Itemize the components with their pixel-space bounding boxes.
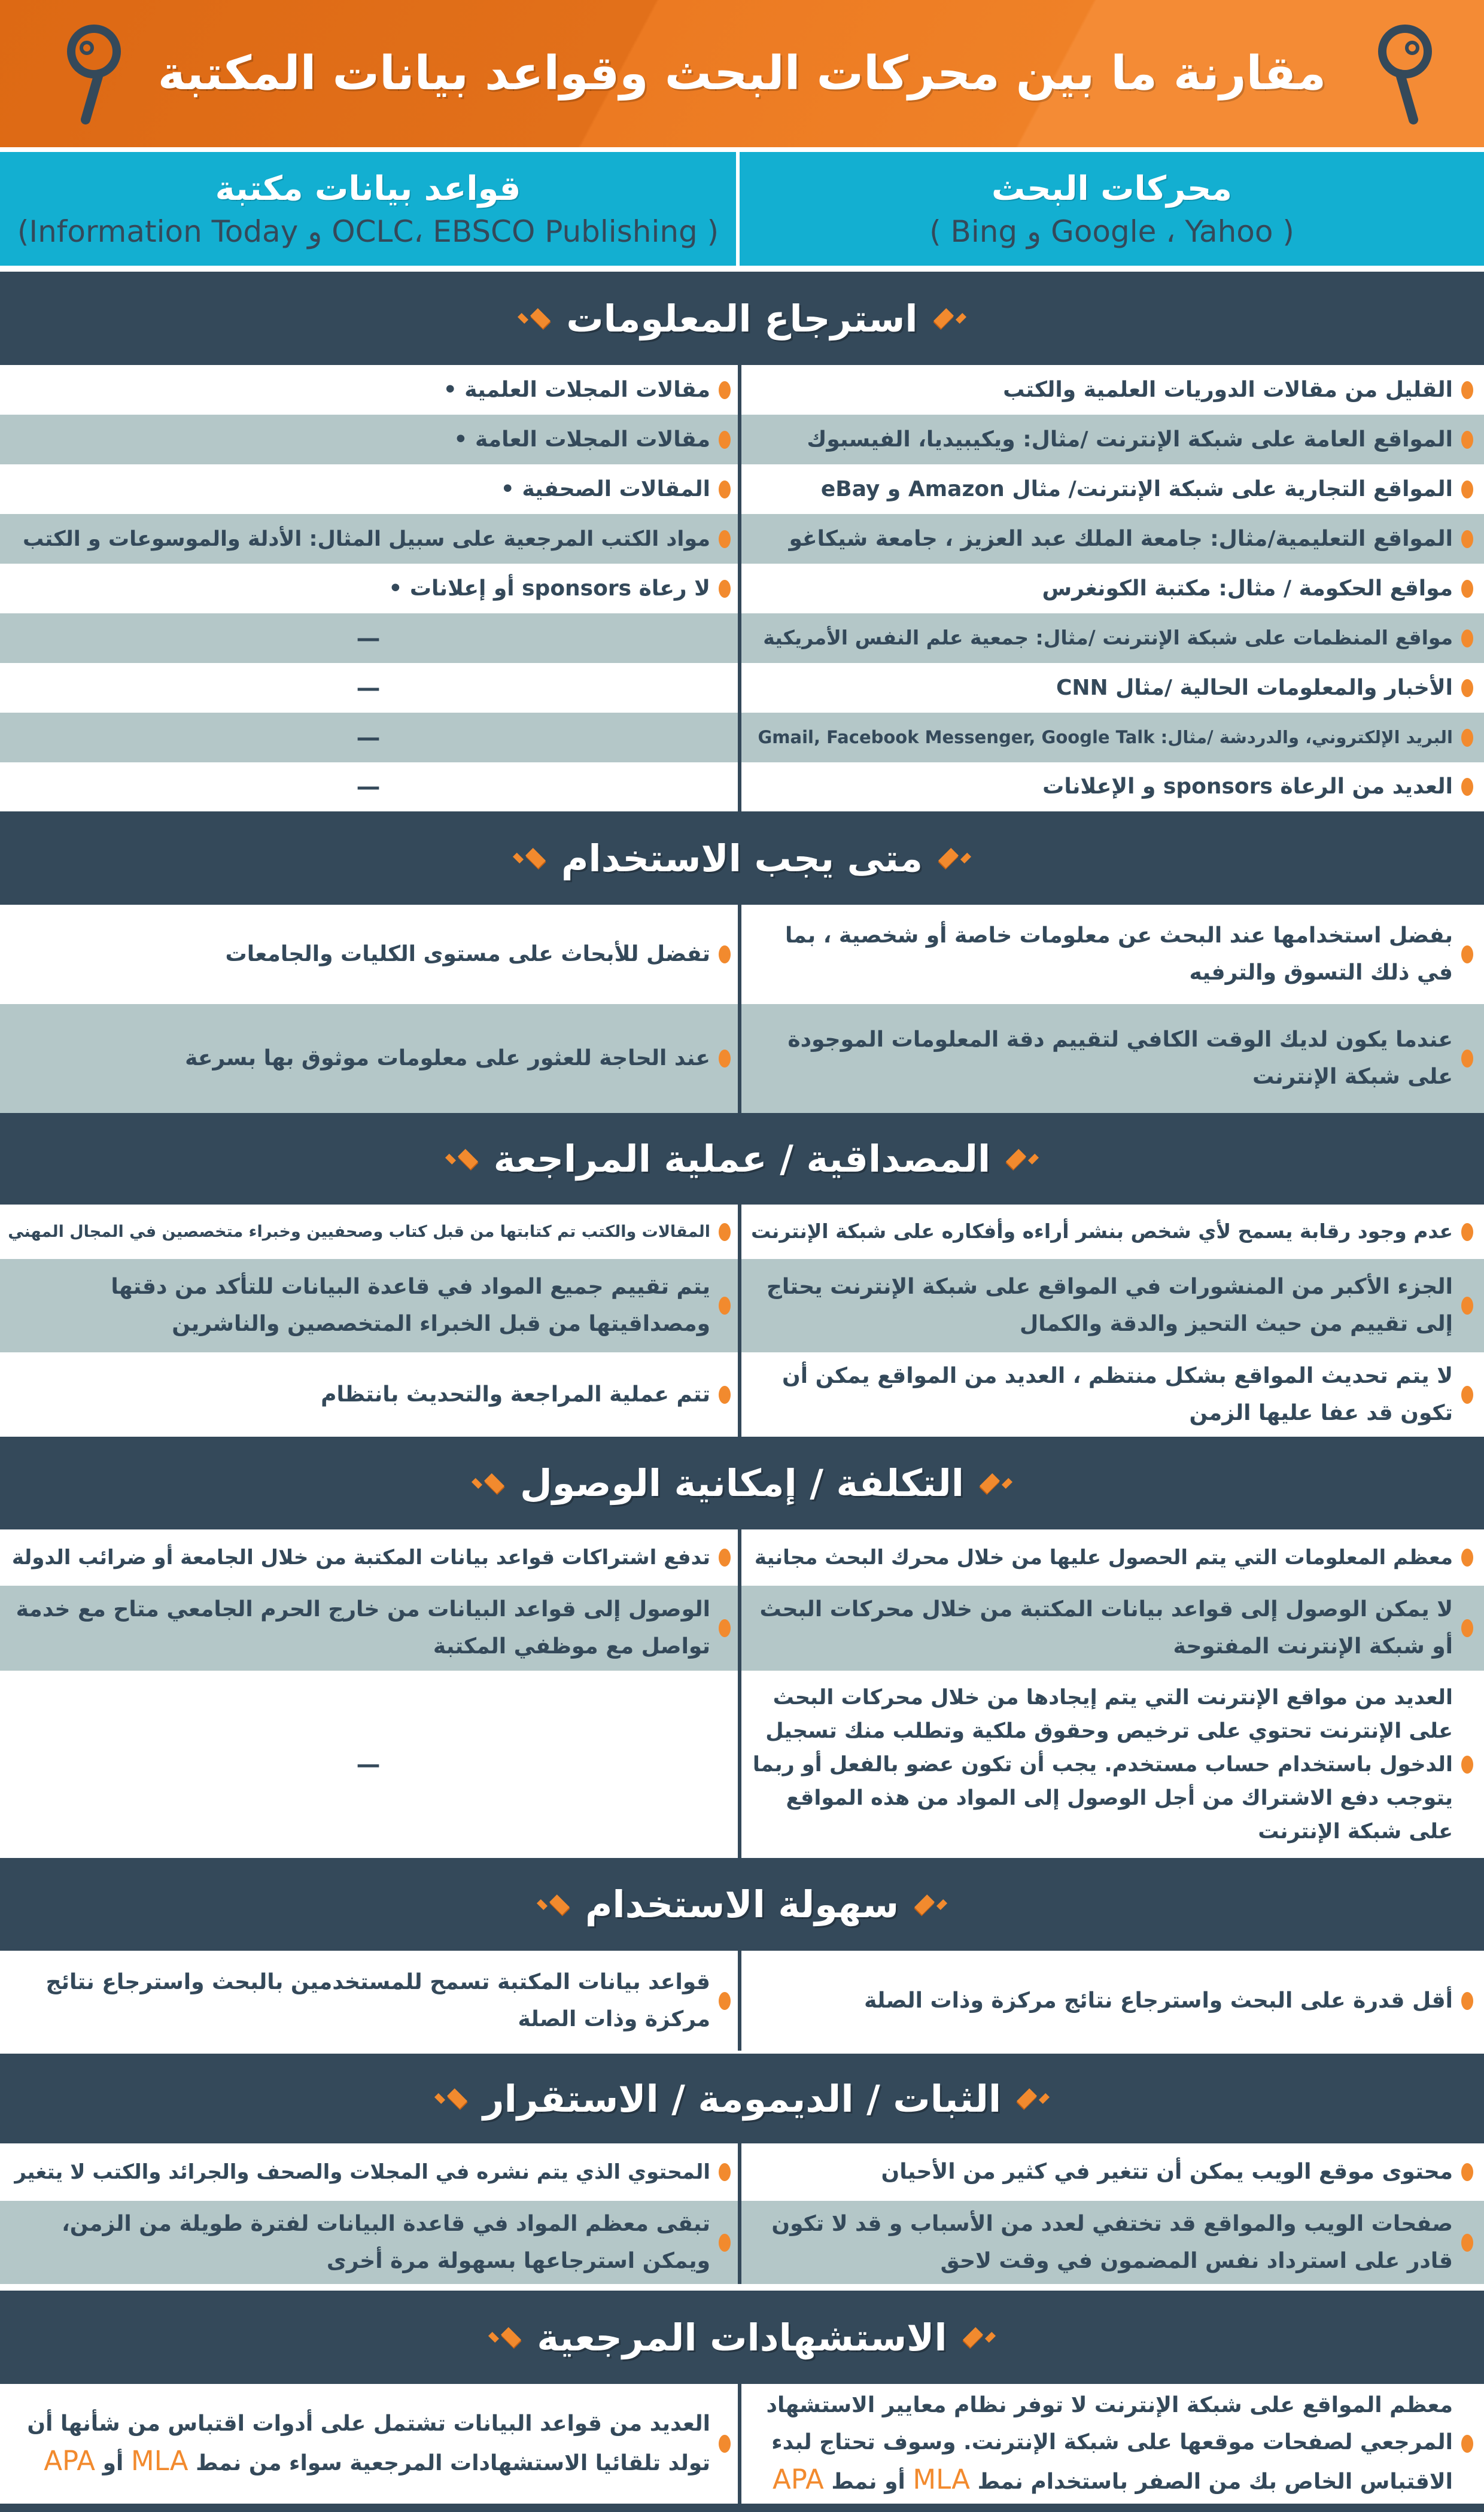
cell-text: المواقع التجارية على شبكة الإنترنت/ مثال Amazon و eBay xyxy=(820,476,1453,501)
citation-style-highlight: MLA xyxy=(130,2445,188,2477)
comparison-row xyxy=(0,514,1484,564)
cell-text: أقل قدرة على البحث واسترجاع نتائج مركزة وذات الصلة xyxy=(864,1988,1453,2013)
diamond-small-icon xyxy=(936,1899,947,1909)
diamond-small-icon xyxy=(956,313,966,324)
library-database-cell xyxy=(0,1205,738,1259)
bullet-icon xyxy=(1461,480,1473,498)
diamond-small-icon xyxy=(537,1899,548,1909)
footer-bar xyxy=(0,2504,1484,2512)
cell-text: تدفع اشتراكات قواعد بيانات المكتبة من خلال الجامعة أو ضرائب الدولة xyxy=(11,1545,710,1570)
section-title: متى يجب الاستخدام xyxy=(561,836,923,880)
library-database-cell xyxy=(0,1586,738,1671)
section-title: الثبات / الديمومة / الاستقرار xyxy=(482,2076,1002,2121)
comparison-row xyxy=(0,905,1484,1004)
bullet-icon xyxy=(1461,679,1473,697)
bullet-icon xyxy=(719,1386,731,1404)
column-header-search-engines xyxy=(740,152,1484,266)
comparison-row xyxy=(0,1259,1484,1352)
cell-text: المقالات والكتب تم كتابتها من قبل كتاب وصحفيين وخبراء متخصصين في المجال المهني xyxy=(8,1222,710,1241)
bullet-icon xyxy=(1461,1223,1473,1241)
diamond-ornament-icon xyxy=(446,1150,477,1168)
cell-text: المحتوي الذي يتم نشره في المجلات والصحف والجرائد والكتب لا يتغير xyxy=(14,2160,710,2184)
column-headers xyxy=(0,152,1484,266)
diamond-ornament-icon xyxy=(518,309,549,327)
cell-text: العديد من الرعاة sponsors و الإعلانات xyxy=(1042,774,1453,799)
empty-dash: — xyxy=(356,1750,381,1778)
section-title: المصداقية / عملية المراجعة xyxy=(493,1137,991,1181)
comparison-row xyxy=(0,1586,1484,1671)
column-subtitle: ( OCLC، EBSCO Publishing و Information Today) xyxy=(17,214,719,249)
search-engine-cell xyxy=(738,564,1484,613)
comparison-row xyxy=(0,1951,1484,2051)
diamond-ornament-icon xyxy=(981,1474,1012,1492)
section-header xyxy=(0,2291,1484,2384)
text-segment: معظم المواقع على شبكة الإنترنت لا توفر نظام معايير الاستشهاد المرجعي لصفحات موقعها على شبكة الإنترنت. وسوف تحتاج لبدء الاقتباس الخاص بك من الصفر باستخدام نمط xyxy=(766,2393,1453,2494)
cell-text: عندما يكون لديك الوقت الكافي لتقييم دقة المعلومات الموجودة على شبكة الإنترنت xyxy=(787,1027,1453,1089)
bullet-icon xyxy=(719,530,731,548)
cell-text: تبقى معظم المواد في قاعدة البيانات لفترة طويلة من الزمن، ويمكن استرجاعها بسهولة مرة أخرى xyxy=(62,2211,710,2273)
diamond-ornament-icon xyxy=(537,1896,568,1914)
diamond-large-icon xyxy=(914,1894,935,1915)
library-database-cell xyxy=(0,762,738,811)
library-database-cell xyxy=(0,1004,738,1113)
empty-dash: — xyxy=(356,624,381,652)
search-engine-cell xyxy=(738,1205,1484,1259)
citation-style-highlight: APA xyxy=(772,2464,824,2495)
diamond-large-icon xyxy=(525,848,546,868)
library-database-cell xyxy=(0,613,738,663)
cell-text: لا يمكن الوصول إلى قواعد بيانات المكتبة من خلال محركات البحث أو شبكة الإنترنت المفتوحة xyxy=(759,1597,1453,1659)
diamond-small-icon xyxy=(1002,1477,1012,1488)
comparison-row xyxy=(0,1004,1484,1113)
section-title: الاستشهادات المرجعية xyxy=(537,2315,947,2359)
cell-text: لا رعاة sponsors أو إعلانات • xyxy=(388,576,710,601)
cell-text: الأخبار والمعلومات الحالية /مثال CNN xyxy=(1056,675,1453,700)
bullet-icon xyxy=(1461,1386,1473,1404)
cell-text: بفضل استخدامها عند البحث عن معلومات خاصة أو شخصية ، بما في ذلك التسوق والترفيه xyxy=(785,923,1453,985)
search-engine-cell xyxy=(738,2201,1484,2284)
empty-dash: — xyxy=(356,674,381,702)
bullet-icon xyxy=(719,1992,731,2010)
comparison-row xyxy=(0,2384,1484,2504)
search-engine-cell xyxy=(738,663,1484,713)
diamond-small-icon xyxy=(1028,1153,1039,1164)
cell-text: قواعد بيانات المكتبة تسمح للمستخدمين بالبحث واسترجاع نتائج مركزة وذات الصلة xyxy=(45,1969,710,2032)
comparison-row xyxy=(0,1205,1484,1259)
diamond-small-icon xyxy=(518,313,528,324)
diamond-large-icon xyxy=(938,848,959,868)
section-header xyxy=(0,272,1484,365)
section-title: التكلفة / إمكانية الوصول xyxy=(520,1461,964,1505)
comparison-row xyxy=(0,464,1484,514)
cell-text: المواقع العامة على شبكة الإنترنت /مثال: ويكيبيديا، الفيسبوك xyxy=(807,427,1453,452)
section-header xyxy=(0,1113,1484,1205)
search-engine-cell xyxy=(738,613,1484,663)
search-engine-cell xyxy=(738,762,1484,811)
comparison-row xyxy=(0,762,1484,811)
library-database-cell xyxy=(0,1352,738,1437)
cell-text: صفحات الويب والمواقع قد تختفي لعدد من الأسباب و قد لا تكون قادر على استرداد نفس المضمون في وقت لاحق xyxy=(771,2211,1453,2273)
bullet-icon xyxy=(719,1619,731,1637)
diamond-large-icon xyxy=(963,2327,983,2347)
library-database-cell xyxy=(0,1259,738,1352)
bullet-icon xyxy=(1461,530,1473,548)
comparison-row xyxy=(0,613,1484,663)
cell-text: البريد الإلكتروني، والدردشة /مثال: Gmail, Facebook Messenger, Google Talk xyxy=(758,727,1453,748)
diamond-ornament-icon xyxy=(472,1474,503,1492)
cell-text: مواد الكتب المرجعية على سبيل المثال: الأدلة والموسوعات و الكتب xyxy=(22,527,710,551)
diamond-ornament-icon xyxy=(964,2328,995,2346)
citation-style-highlight: MLA xyxy=(913,2464,971,2495)
search-engine-cell xyxy=(738,1529,1484,1586)
cell-text: العديد من مواقع الإنترنت التي يتم إيجادها من خلال محركات البحث على الإنترنت تحتوي على ترخيص وحقوق ملكية وتطلب منك تسجيل الدخول باستخدام حساب مستخدم. يجب أن تكون عضو بالفعل أو ربما يتوجب دفع الاشتراك من أجل الوصول إلى المواد من هذه المواقع على شبكة الإنترنت xyxy=(752,1685,1453,1844)
comparison-row xyxy=(0,1671,1484,1858)
diamond-ornament-icon xyxy=(939,849,971,867)
section-header xyxy=(0,811,1484,905)
bullet-icon xyxy=(719,1223,731,1241)
cell-text: عند الحاجة للعثور على معلومات موثوق بها بسرعة xyxy=(185,1046,710,1071)
search-engine-cell xyxy=(738,464,1484,514)
bullet-icon xyxy=(719,2435,731,2453)
bullet-icon xyxy=(1461,2234,1473,2252)
bullet-icon xyxy=(719,1297,731,1315)
title-banner xyxy=(0,0,1484,147)
comparison-sections xyxy=(0,266,1484,2504)
library-database-cell xyxy=(0,415,738,464)
cell-text: المقالات الصحفية • xyxy=(500,476,710,501)
diamond-large-icon xyxy=(484,1473,504,1494)
cell-text: لا يتم تحديث المواقع بشكل منتظم ، العديد من المواقع يمكن أن تكون قد عفا عليها الزمن xyxy=(781,1363,1453,1425)
bullet-icon xyxy=(1461,629,1473,647)
library-database-cell xyxy=(0,2143,738,2201)
library-database-cell xyxy=(0,2201,738,2284)
bullet-icon xyxy=(719,580,731,598)
section-header xyxy=(0,1858,1484,1951)
column-header-library-databases xyxy=(0,152,736,266)
search-engine-cell xyxy=(738,514,1484,564)
cell-text: تتم عملية المراجعة والتحديث بانتظام xyxy=(321,1382,710,1407)
spacer xyxy=(0,147,1484,152)
diamond-ornament-icon xyxy=(513,849,545,867)
diamond-large-icon xyxy=(549,1894,570,1915)
bullet-icon xyxy=(1461,1549,1473,1567)
library-database-cell xyxy=(0,905,738,1004)
diamond-small-icon xyxy=(434,2093,445,2104)
search-engine-cell xyxy=(738,1004,1484,1113)
cell-text: تفضل للأبحاث على مستوى الكليات والجامعات xyxy=(225,942,710,966)
bullet-icon xyxy=(719,431,731,449)
diamond-small-icon xyxy=(985,2332,996,2343)
empty-dash: — xyxy=(356,773,381,801)
diamond-large-icon xyxy=(933,308,954,329)
column-title: محركات البحث xyxy=(992,169,1232,208)
comparison-row xyxy=(0,663,1484,713)
library-database-cell xyxy=(0,564,738,613)
library-database-cell xyxy=(0,365,738,415)
cell-text xyxy=(6,2405,710,2482)
bullet-icon xyxy=(1461,381,1473,399)
cell-text: معظم المعلومات التي يتم الحصول عليها من خلال محرك البحث مجانية xyxy=(754,1545,1453,1570)
comparison-row xyxy=(0,713,1484,762)
diamond-large-icon xyxy=(447,2088,467,2109)
cell-text: المواقع التعليمية/مثال: جامعة الملك عبد العزيز ، جامعة شيكاغو xyxy=(789,526,1453,551)
diamond-small-icon xyxy=(488,2332,499,2343)
library-database-cell xyxy=(0,464,738,514)
bullet-icon xyxy=(1461,1050,1473,1068)
search-engine-cell xyxy=(738,1586,1484,1671)
section-header xyxy=(0,1437,1484,1529)
diamond-ornament-icon xyxy=(435,2090,466,2107)
cell-text: مقالات المجلات العلمية • xyxy=(443,377,710,402)
cell-text: محتوى موقع الويب يمكن أن تتغير في كثير من الأحيان xyxy=(881,2160,1453,2184)
bullet-icon xyxy=(719,1549,731,1567)
diamond-large-icon xyxy=(530,308,551,329)
library-database-cell xyxy=(0,1951,738,2051)
bullet-icon xyxy=(1461,580,1473,598)
citation-style-highlight: APA xyxy=(44,2445,96,2477)
bullet-icon xyxy=(719,2163,731,2181)
diamond-small-icon xyxy=(960,853,971,863)
cell-text: يتم تقييم جميع المواد في قاعدة البيانات للتأكد من دقتها ومصداقيتها من قبل الخبراء المتخصصين والناشرين xyxy=(111,1275,710,1336)
page-title: مقارنة ما بين محركات البحث وقواعد بيانات المكتبة xyxy=(157,47,1327,101)
section-header xyxy=(0,2054,1484,2143)
comparison-row xyxy=(0,415,1484,464)
text-segment: العديد من قواعد البيانات تشتمل على أدوات اقتباس من شأنها أن تولد تلقائيا الاستشهادات المرجعية سواء من نمط xyxy=(27,2411,710,2475)
search-engine-cell xyxy=(738,415,1484,464)
cell-text: القليل من مقالات الدوريات العلمية والكتب xyxy=(1003,377,1453,402)
search-engine-cell xyxy=(738,1352,1484,1437)
magnifier-gear-icon xyxy=(1376,17,1442,124)
text-segment: أو xyxy=(95,2451,131,2475)
comparison-row xyxy=(0,365,1484,415)
section-title: سهولة الاستخدام xyxy=(585,1883,899,1926)
search-engine-cell xyxy=(738,1951,1484,2051)
text-segment: أو نمط xyxy=(823,2470,913,2494)
bullet-icon xyxy=(1461,729,1473,747)
bullet-icon xyxy=(1461,1756,1473,1774)
comparison-row xyxy=(0,2143,1484,2201)
cell-text: عدم وجود رقابة يسمح لأي شخص بنشر أراءه وأفكاره على شبكة الإنترنت xyxy=(751,1219,1453,1243)
diamond-ornament-icon xyxy=(916,1896,947,1914)
diamond-small-icon xyxy=(445,1153,456,1164)
diamond-large-icon xyxy=(1017,2088,1037,2109)
bullet-icon xyxy=(719,480,731,498)
bullet-icon xyxy=(719,381,731,399)
search-engine-cell xyxy=(738,1259,1484,1352)
diamond-large-icon xyxy=(458,1149,478,1169)
search-engine-cell xyxy=(738,2384,1484,2504)
cell-text: مواقع المنظمات على شبكة الإنترنت /مثال: جمعية علم النفس الأمريكية xyxy=(763,626,1453,650)
search-engine-cell xyxy=(738,713,1484,762)
comparison-row xyxy=(0,1529,1484,1586)
empty-dash: — xyxy=(356,723,381,752)
diamond-small-icon xyxy=(1039,2093,1050,2104)
bullet-icon xyxy=(1461,431,1473,449)
spacer xyxy=(0,266,1484,272)
comparison-row xyxy=(0,564,1484,613)
diamond-small-icon xyxy=(472,1477,482,1488)
cell-text: مقالات المجلات العامة • xyxy=(454,427,710,452)
diamond-large-icon xyxy=(980,1473,1000,1494)
search-engine-cell xyxy=(738,1671,1484,1858)
diamond-ornament-icon xyxy=(1007,1150,1038,1168)
bullet-icon xyxy=(1461,1992,1473,2010)
library-database-cell xyxy=(0,2384,738,2504)
library-database-cell xyxy=(0,1671,738,1858)
library-database-cell xyxy=(0,1529,738,1586)
search-engine-cell xyxy=(738,2143,1484,2201)
cell-text xyxy=(747,2387,1453,2501)
bullet-icon xyxy=(1461,1619,1473,1637)
column-subtitle: ( Google ، Yahoo و Bing ) xyxy=(929,214,1294,249)
spacer xyxy=(0,2284,1484,2291)
cell-text: مواقع الحكومة / مثال: مكتبة الكونغرس xyxy=(1042,576,1453,601)
comparison-row xyxy=(0,1352,1484,1437)
bullet-icon xyxy=(719,2234,731,2252)
cell-text: الوصول إلى قواعد البيانات من خارج الحرم الجامعي متاح مع خدمة تواصل مع موظفي المكتبة xyxy=(16,1597,710,1659)
diamond-ornament-icon xyxy=(1018,2090,1049,2107)
library-database-cell xyxy=(0,514,738,564)
bullet-icon xyxy=(719,945,731,963)
search-engine-cell xyxy=(738,905,1484,1004)
diamond-large-icon xyxy=(501,2327,521,2347)
diamond-ornament-icon xyxy=(489,2328,520,2346)
diamond-small-icon xyxy=(513,853,524,863)
bullet-icon xyxy=(1461,945,1473,963)
diamond-ornament-icon xyxy=(935,309,966,327)
bullet-icon xyxy=(1461,778,1473,796)
magnifier-gear-icon xyxy=(57,17,123,124)
comparison-row xyxy=(0,2201,1484,2284)
diamond-large-icon xyxy=(1006,1149,1026,1169)
column-title: قواعد بيانات مكتبة xyxy=(215,169,521,208)
bullet-icon xyxy=(1461,1297,1473,1315)
bullet-icon xyxy=(1461,2435,1473,2453)
cell-text: الجزء الأكبر من المنشورات في المواقع على شبكة الإنترنت يحتاج إلى تقييم من حيث التحيز والدقة والكمال xyxy=(766,1275,1453,1336)
bullet-icon xyxy=(1461,2163,1473,2181)
library-database-cell xyxy=(0,663,738,713)
library-database-cell xyxy=(0,713,738,762)
bullet-icon xyxy=(719,1050,731,1068)
search-engine-cell xyxy=(738,365,1484,415)
section-title: استرجاع المعلومات xyxy=(566,296,918,340)
